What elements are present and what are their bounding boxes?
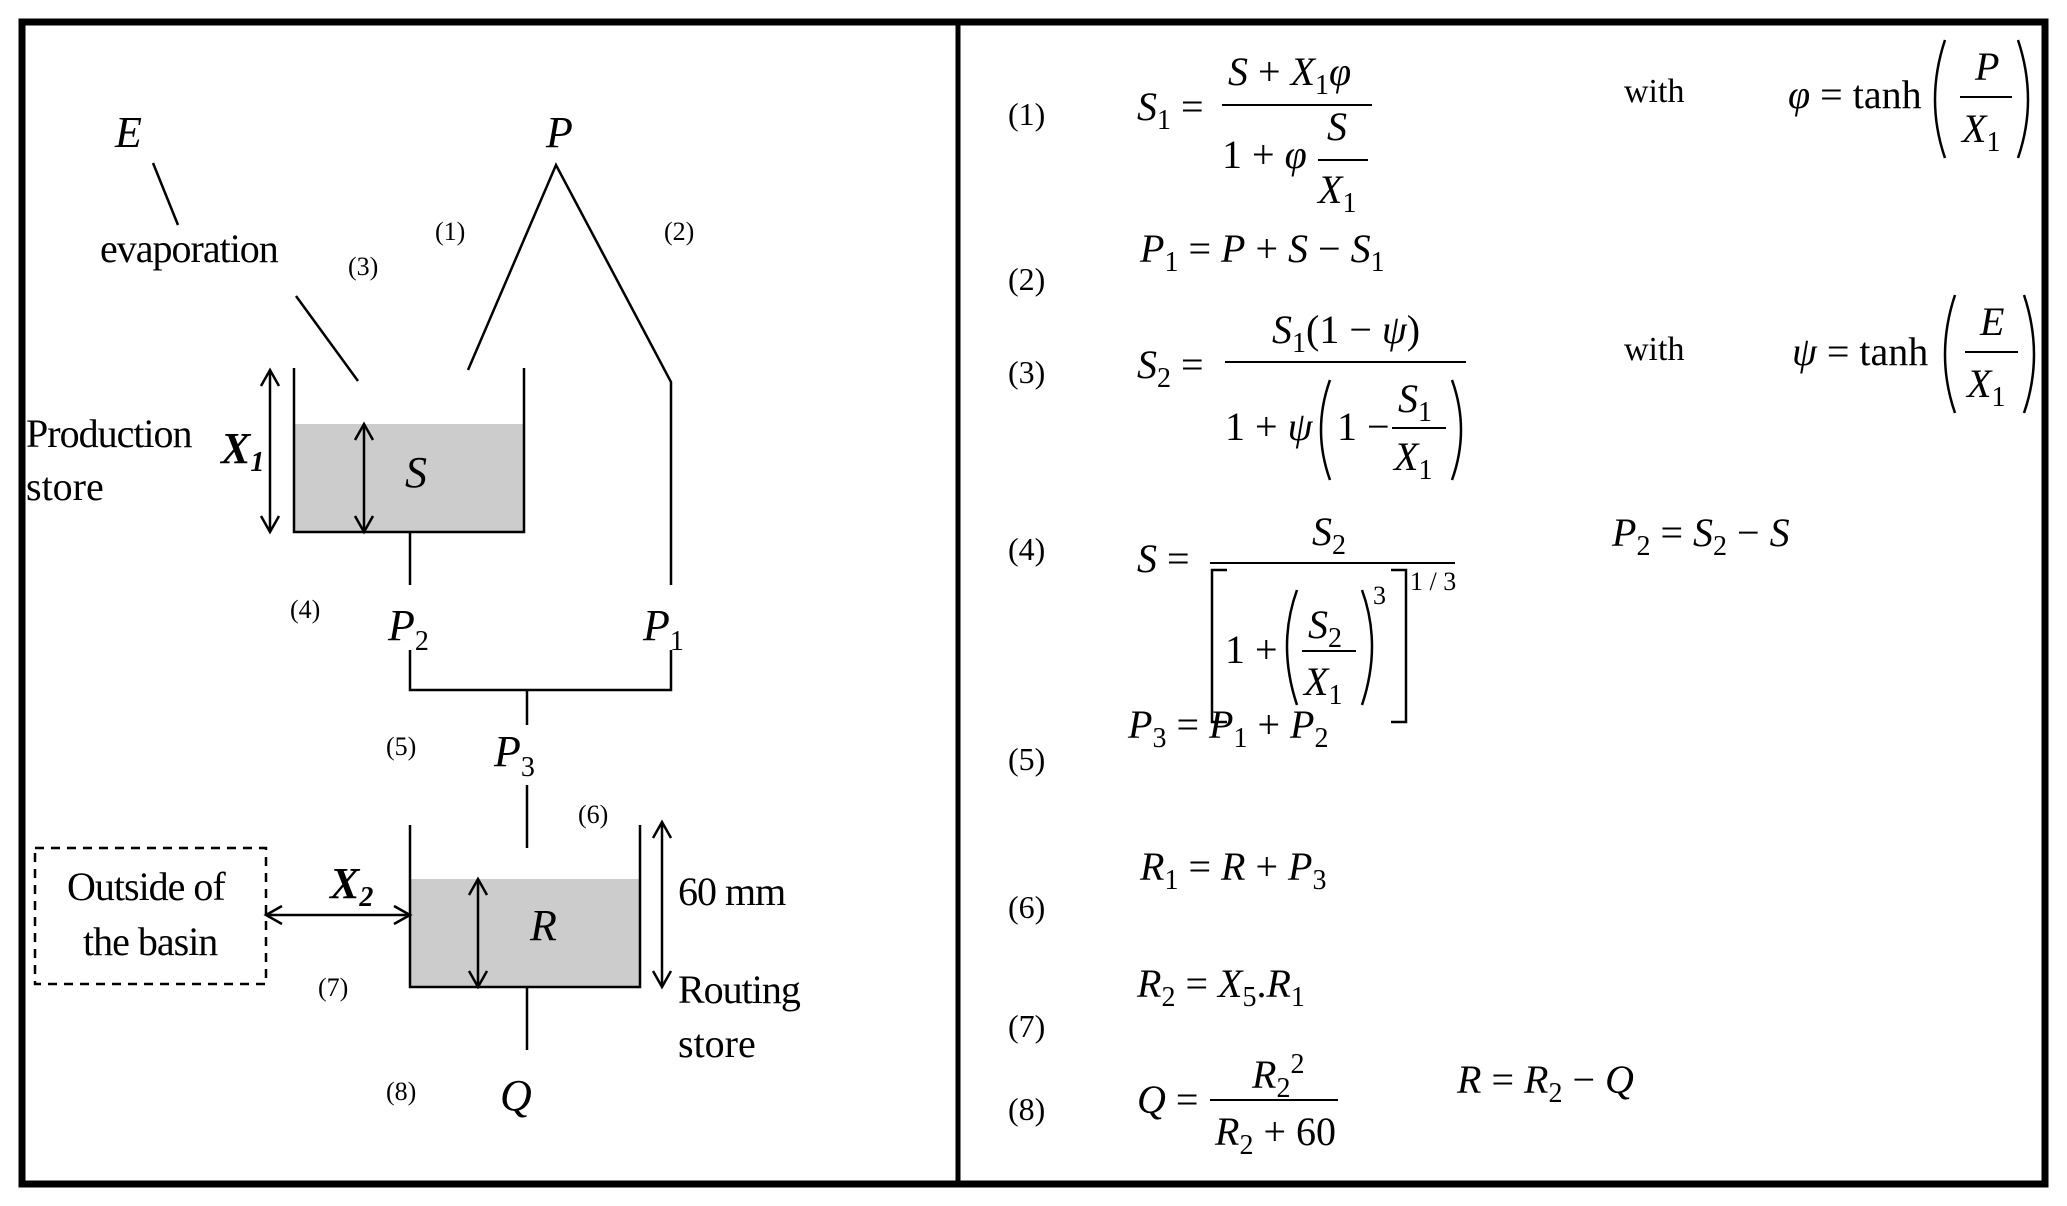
evaporation-line-upper — [153, 163, 178, 225]
svg-text:1 +: 1 + — [1225, 627, 1278, 672]
equation-8 — [1137, 1049, 1634, 1161]
p1-p2-junction — [410, 650, 671, 690]
precipitation-variable: P — [546, 108, 573, 157]
step-5-label: (5) — [386, 732, 417, 761]
outside-basin-label-line2: the basin — [83, 919, 218, 964]
svg-text:R2 + 60: $R_2 + 60$ — [1215, 1109, 1336, 1161]
step-2-label: (2) — [664, 217, 695, 246]
production-store-label-line1: Production — [26, 411, 192, 456]
svg-text:S1 =: $S_1$ = — [1137, 84, 1204, 136]
store-level-s: S — [405, 448, 427, 497]
svg-text:S2: $S_2$ — [1308, 602, 1342, 654]
eq-number-4: (4) — [1008, 531, 1046, 567]
eq-number-5: (5) — [1008, 741, 1046, 777]
svg-text:S + X1φ: $S + X_1\varphi$ — [1228, 49, 1352, 101]
svg-text:E: E — [1980, 299, 2005, 344]
routing-level-r: R — [530, 901, 557, 950]
step-8-label: (8) — [386, 1077, 417, 1106]
step-4-label: (4) — [290, 595, 321, 624]
equation-5 — [1127, 702, 1328, 754]
svg-text:φ = tanh: φ = tanh — [1788, 72, 1922, 117]
svg-text:P: P — [1975, 44, 2000, 89]
svg-text:P2 = S2 − S: $P_2 = S_2 - S$ — [1612, 510, 1790, 562]
svg-text:R22: $R_2^2$ — [1252, 1049, 1305, 1104]
step-7-label: (7) — [318, 973, 349, 1002]
p1-label: $P_1$ — [643, 601, 684, 657]
routing-store-label-line2: store — [678, 1021, 756, 1066]
step-3-label: (3) — [348, 252, 379, 281]
svg-text:X1: $X_1$ — [1967, 361, 2006, 413]
eq-number-6: (6) — [1008, 889, 1046, 925]
step-1-label: (1) — [435, 217, 466, 246]
equation-7 — [1136, 961, 1305, 1013]
evaporation-line-lower — [296, 296, 358, 381]
svg-text:P3 = P1 + P2: $P_3 = P_1 + P_2$ — [1128, 702, 1329, 754]
outside-basin-label-line1: Outside of — [67, 864, 225, 909]
eq3-with: with — [1624, 331, 1685, 368]
equation-6 — [1139, 844, 1326, 896]
equations — [1127, 40, 2034, 1161]
x2-label: X2 — [330, 859, 374, 913]
equation-1 — [1137, 40, 2028, 219]
sixty-mm-label: 60 mm — [678, 869, 786, 914]
svg-text:X1: $X_1$ — [1304, 659, 1343, 711]
eq-number-8: (8) — [1008, 1091, 1046, 1127]
eq-number-3: (3) — [1008, 354, 1046, 390]
equation-3 — [1137, 295, 2034, 486]
svg-text:R2 = X5.R1: $R_2 = X_5.R_1$ — [1137, 961, 1305, 1013]
equation-4 — [1137, 509, 1790, 722]
svg-text:ψ = tanh: ψ = tanh — [1792, 329, 1929, 374]
svg-text:X1: $X_1$ — [1962, 106, 2001, 158]
svg-text:Q =: Q = — [1137, 1077, 1199, 1122]
svg-text:X1: $X_1$ — [1394, 434, 1433, 486]
routing-store-water — [410, 879, 640, 987]
production-store-label-line2: store — [26, 464, 104, 509]
svg-text:S1(1 − ψ): $S_1(1 - \psi)$ — [1272, 307, 1421, 359]
step-6-label: (6) — [578, 800, 609, 829]
svg-text:S1: $S_1$ — [1398, 376, 1432, 428]
evaporation-label: evaporation — [100, 226, 278, 271]
svg-text:1 / 3: 1 / 3 — [1410, 567, 1457, 596]
model-diagram — [35, 163, 671, 1050]
svg-text:S2: $S_2$ — [1312, 509, 1346, 561]
svg-text:X1: $X_1$ — [1318, 167, 1357, 219]
discharge-q: Q — [500, 1071, 532, 1120]
eq-number-7: (7) — [1008, 1008, 1046, 1044]
p2-label: $P_2$ — [388, 601, 429, 657]
svg-text:1 + φ: 1 + φ — [1222, 132, 1307, 177]
eq1-with: with — [1624, 73, 1685, 110]
p3-label: $P_3$ — [494, 727, 535, 783]
evaporation-variable: E — [115, 108, 142, 157]
x1-label: X1 — [221, 424, 265, 478]
equation-2 — [1139, 226, 1385, 278]
svg-text:P1 = P + S − S1: $P_1 = P + S - S_1$ — [1140, 226, 1385, 278]
eq-number-2: (2) — [1008, 261, 1046, 297]
routing-store-label-line1: Routing — [678, 967, 800, 1012]
svg-text:R1 = R + P3: $R_1 = R + P_3$ — [1140, 844, 1327, 896]
svg-text:3: 3 — [1373, 581, 1386, 610]
svg-text:S =: S = — [1137, 536, 1190, 581]
eq-number-1: (1) — [1008, 96, 1046, 132]
svg-text:S2 =: $S_2$ = — [1137, 342, 1204, 394]
svg-text:R = R2 − Q: $R = R_2 - Q$ — [1457, 1057, 1634, 1109]
equation-numbers — [1008, 96, 1045, 1127]
svg-text:1 + ψ: 1 + ψ — [1225, 404, 1313, 449]
svg-text:S: S — [1327, 104, 1347, 149]
svg-text:1 −: 1 − — [1337, 404, 1390, 449]
